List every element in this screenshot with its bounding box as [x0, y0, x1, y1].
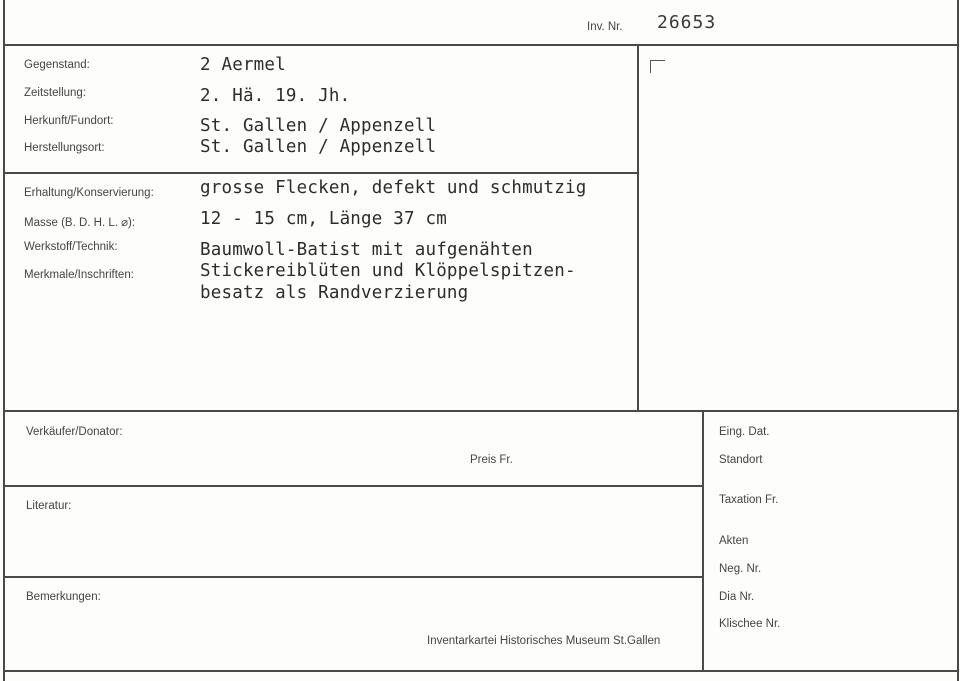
zeitstellung-value: 2. Hä. 19. Jh.: [200, 86, 351, 106]
standort-label: Standort: [719, 454, 763, 466]
herkunft-label: Herkunft/Fundort:: [24, 115, 114, 127]
inv-nr-label: Inv. Nr.: [587, 21, 623, 33]
gegenstand-value: 2 Aermel: [200, 55, 286, 75]
zeitstellung-label: Zeitstellung:: [24, 87, 87, 99]
herstellungsort-value: St. Gallen / Appenzell: [200, 137, 437, 157]
masse-label: Masse (B. D. H. L. ⌀):: [24, 217, 136, 229]
erhaltung-label: Erhaltung/Konservierung:: [24, 187, 154, 199]
section-divider-2: [3, 410, 958, 412]
werkstoff-label: Werkstoff/Technik:: [24, 241, 118, 253]
gegenstand-label: Gegenstand:: [24, 59, 90, 71]
werkstoff-line-2: Stickereiblüten und Klöppelspitzen-: [200, 261, 576, 281]
werkstoff-line-1: Baumwoll-Batist mit aufgenähten: [200, 240, 533, 260]
herkunft-value: St. Gallen / Appenzell: [200, 116, 437, 136]
bemerkungen-label: Bemerkungen:: [26, 591, 101, 603]
card-left-edge: [3, 0, 5, 681]
donor-divider: [3, 485, 702, 487]
werkstoff-line-3: besatz als Randverzierung: [200, 283, 469, 303]
akten-label: Akten: [719, 535, 749, 547]
verkaeufer-label: Verkäufer/Donator:: [26, 426, 123, 438]
dia-nr-label: Dia Nr.: [719, 591, 755, 603]
literatur-label: Literatur:: [26, 500, 72, 512]
header-divider: [3, 44, 958, 46]
herstellungsort-label: Herstellungsort:: [24, 142, 105, 154]
taxation-label: Taxation Fr.: [719, 494, 779, 506]
photo-corner-mark: [650, 60, 665, 73]
card-bottom-edge: [3, 670, 958, 672]
card-right-edge: [957, 0, 959, 681]
section-divider-1: [3, 172, 637, 174]
literature-divider: [3, 576, 702, 578]
inv-nr-value: 26653: [657, 12, 717, 33]
image-box-divider: [637, 44, 639, 411]
eing-dat-label: Eing. Dat.: [719, 426, 770, 438]
museum-footer: Inventarkartei Historisches Museum St.Gallen: [427, 635, 661, 647]
erhaltung-value: grosse Flecken, defekt und schmutzig: [200, 178, 587, 198]
admin-column-divider: [702, 410, 704, 671]
preis-label: Preis Fr.: [470, 454, 513, 466]
klischee-nr-label: Klischee Nr.: [719, 618, 781, 630]
masse-value: 12 - 15 cm, Länge 37 cm: [200, 209, 447, 229]
neg-nr-label: Neg. Nr.: [719, 563, 762, 575]
merkmale-label: Merkmale/Inschriften:: [24, 269, 134, 281]
